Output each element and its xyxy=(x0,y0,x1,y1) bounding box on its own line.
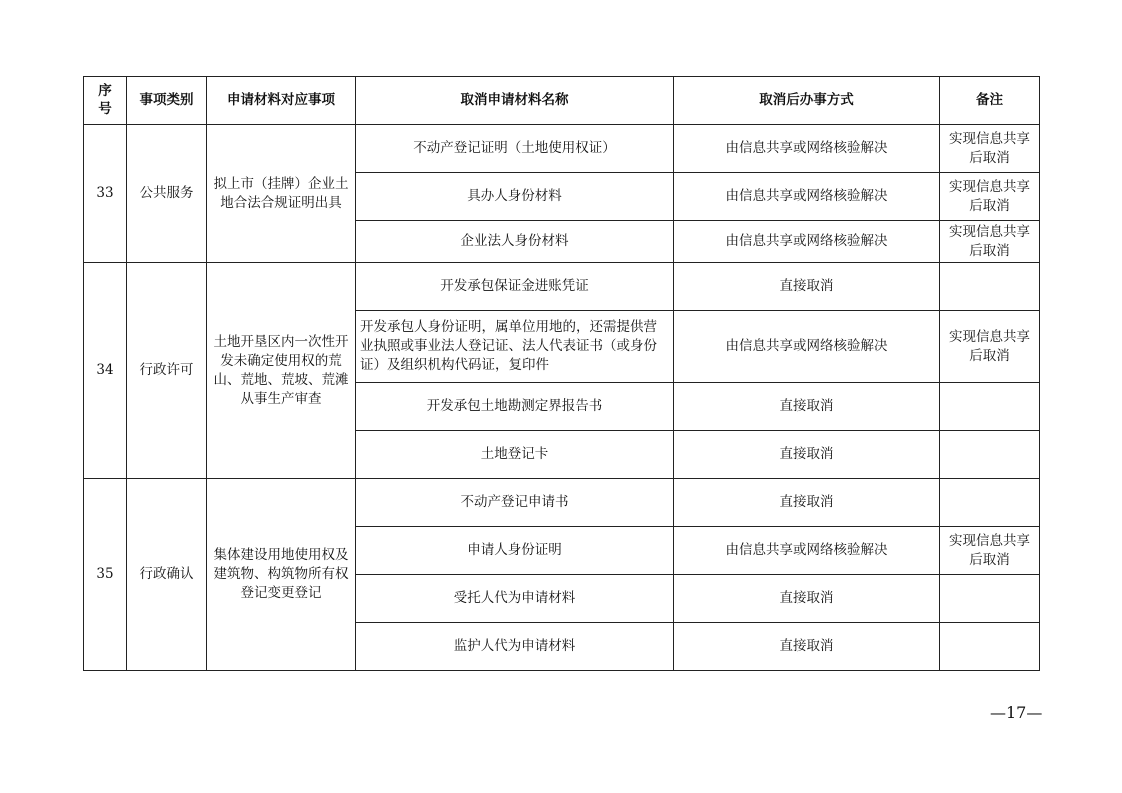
method-cell: 由信息共享或网络核验解决 xyxy=(674,311,940,383)
table-row xyxy=(84,125,1040,173)
method-cell: 直接取消 xyxy=(674,575,940,623)
note-cell: 实现信息共享后取消 xyxy=(940,527,1040,575)
row-item: 土地开垦区内一次性开发未确定使用权的荒山、荒地、荒坡、荒滩从事生产审查 xyxy=(207,263,356,479)
material-cell: 申请人身份证明 xyxy=(356,527,674,575)
materials-table xyxy=(83,76,1040,671)
header-seq: 序号 xyxy=(84,77,127,125)
row-category: 行政许可 xyxy=(127,263,207,479)
method-cell: 直接取消 xyxy=(674,623,940,671)
row-category: 公共服务 xyxy=(127,125,207,263)
header-item: 申请材料对应事项 xyxy=(207,77,356,125)
material-cell: 开发承包土地勘测定界报告书 xyxy=(356,383,674,431)
method-cell: 由信息共享或网络核验解决 xyxy=(674,221,940,263)
note-cell xyxy=(940,431,1040,479)
method-cell: 直接取消 xyxy=(674,263,940,311)
method-cell: 由信息共享或网络核验解决 xyxy=(674,173,940,221)
row-item: 拟上市（挂牌）企业土地合法合规证明出具 xyxy=(207,125,356,263)
row-category: 行政确认 xyxy=(127,479,207,671)
note-cell: 实现信息共享后取消 xyxy=(940,125,1040,173)
note-cell: 实现信息共享后取消 xyxy=(940,311,1040,383)
row-seq: 34 xyxy=(84,263,127,479)
material-cell: 不动产登记申请书 xyxy=(356,479,674,527)
note-cell xyxy=(940,623,1040,671)
header-note: 备注 xyxy=(940,77,1040,125)
note-cell xyxy=(940,575,1040,623)
table-header-row xyxy=(84,77,1040,125)
header-category: 事项类别 xyxy=(127,77,207,125)
note-cell xyxy=(940,263,1040,311)
header-material: 取消申请材料名称 xyxy=(356,77,674,125)
material-cell: 开发承包保证金进账凭证 xyxy=(356,263,674,311)
table-row xyxy=(84,263,1040,311)
material-cell: 受托人代为申请材料 xyxy=(356,575,674,623)
method-cell: 直接取消 xyxy=(674,383,940,431)
table-row xyxy=(84,479,1040,527)
note-cell: 实现信息共享后取消 xyxy=(940,221,1040,263)
row-seq: 35 xyxy=(84,479,127,671)
page-number: —17— xyxy=(990,703,1043,722)
material-cell: 土地登记卡 xyxy=(356,431,674,479)
material-cell: 开发承包人身份证明，属单位用地的，还需提供营业执照或事业法人登记证、法人代表证书（或身份证）及组织机构代码证，复印件 xyxy=(356,311,674,383)
material-cell: 具办人身份材料 xyxy=(356,173,674,221)
header-method: 取消后办事方式 xyxy=(674,77,940,125)
note-cell: 实现信息共享后取消 xyxy=(940,173,1040,221)
note-cell xyxy=(940,383,1040,431)
method-cell: 直接取消 xyxy=(674,479,940,527)
material-cell: 企业法人身份材料 xyxy=(356,221,674,263)
method-cell: 由信息共享或网络核验解决 xyxy=(674,527,940,575)
row-seq: 33 xyxy=(84,125,127,263)
row-item: 集体建设用地使用权及建筑物、构筑物所有权登记变更登记 xyxy=(207,479,356,671)
note-cell xyxy=(940,479,1040,527)
material-cell: 监护人代为申请材料 xyxy=(356,623,674,671)
method-cell: 由信息共享或网络核验解决 xyxy=(674,125,940,173)
material-cell: 不动产登记证明（土地使用权证） xyxy=(356,125,674,173)
method-cell: 直接取消 xyxy=(674,431,940,479)
